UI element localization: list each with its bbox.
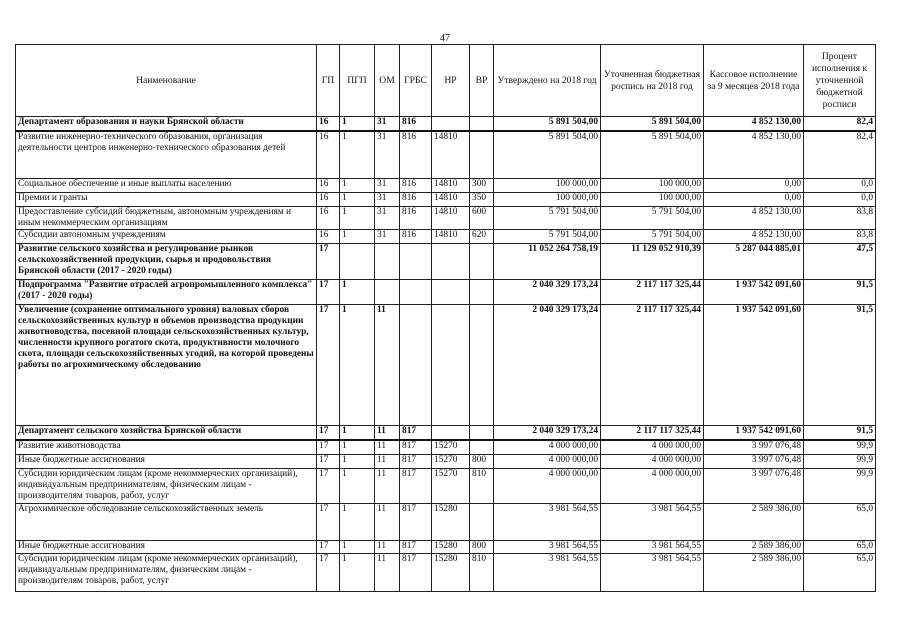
table-row — [16, 541, 876, 554]
cell-cash: 0,00 — [704, 179, 804, 193]
cell-grbs: 816 — [400, 230, 432, 244]
cell-om: 11 — [375, 541, 400, 554]
cell-cash: 1 937 542 091,60 — [704, 305, 804, 426]
cell-name: Департамент сельского хозяйства Брянской области — [16, 426, 317, 441]
cell-nr: 15270 — [432, 455, 470, 469]
cell-om: 31 — [375, 193, 400, 207]
cell-gp: 16 — [317, 117, 340, 132]
cell-vr: 800 — [470, 455, 494, 469]
cell-name: Субсидии юридическим лицам (кроме некоммерческих организаций), индивидуальным предпринимателям, физическим лицам - производителям товаров, работ, услуг — [16, 469, 317, 504]
cell-pgp: 1 — [340, 131, 375, 179]
cell-nr — [432, 426, 470, 441]
cell-vr — [470, 440, 494, 455]
cell-gp: 17 — [317, 244, 340, 280]
cell-refined: 5 891 504,00 — [601, 117, 704, 132]
cell-percent: 91,5 — [804, 305, 876, 426]
cell-name: Агрохимическое обследование сельскохозяйственных земель — [16, 504, 317, 541]
cell-pgp: 1 — [340, 117, 375, 132]
cell-vr: 810 — [470, 554, 494, 592]
cell-cash: 4 852 130,00 — [704, 131, 804, 179]
table-row — [16, 244, 876, 280]
col-header-pgp: ПГП — [340, 45, 375, 117]
cell-cash: 2 589 386,00 — [704, 554, 804, 592]
cell-nr: 15280 — [432, 554, 470, 592]
cell-approved: 4 000 000,00 — [494, 440, 601, 455]
cell-name: Увеличение (сохранение оптимального уровня) валовых сборов сельскохозяйственных культур и объемов производства продукции животноводства, посевной площади сельскохозяйственных культур, численности крупного рогатого скота, продуктивности молочного скота, площади сельскохозяйственных угодий, на которой проведены работы по агрохимическому обследованию — [16, 305, 317, 426]
table-row — [16, 280, 876, 305]
cell-pgp: 1 — [340, 541, 375, 554]
col-header-om: ОМ — [375, 45, 400, 117]
cell-name: Предоставление субсидий бюджетным, автономным учреждениям и иным некоммерческим организациям — [16, 207, 317, 230]
cell-grbs: 816 — [400, 179, 432, 193]
cell-approved: 4 000 000,00 — [494, 469, 601, 504]
cell-grbs: 816 — [400, 117, 432, 132]
cell-refined: 3 981 564,55 — [601, 554, 704, 592]
col-header-vr: ВР — [470, 45, 494, 117]
cell-name: Иные бюджетные ассигнования — [16, 541, 317, 554]
cell-approved: 5 891 504,00 — [494, 131, 601, 179]
cell-om: 11 — [375, 469, 400, 504]
cell-nr: 14810 — [432, 230, 470, 244]
cell-percent: 0,0 — [804, 193, 876, 207]
table-row — [16, 305, 876, 426]
col-header-grbs: ГРБС — [400, 45, 432, 117]
cell-pgp: 1 — [340, 179, 375, 193]
cell-gp: 17 — [317, 504, 340, 541]
cell-cash: 1 937 542 091,60 — [704, 280, 804, 305]
cell-refined: 5 791 504,00 — [601, 230, 704, 244]
cell-name: Подпрограмма "Развитие отраслей агропромышленного комплекса" (2017 - 2020 годы) — [16, 280, 317, 305]
cell-approved: 2 040 329 173,24 — [494, 426, 601, 441]
cell-approved: 2 040 329 173,24 — [494, 305, 601, 426]
cell-vr: 620 — [470, 230, 494, 244]
cell-cash: 3 997 076,48 — [704, 455, 804, 469]
cell-percent: 65,0 — [804, 541, 876, 554]
cell-grbs: 816 — [400, 193, 432, 207]
cell-om: 11 — [375, 440, 400, 455]
cell-name: Развитие животноводства — [16, 440, 317, 455]
cell-nr — [432, 305, 470, 426]
cell-vr: 810 — [470, 469, 494, 504]
cell-vr: 350 — [470, 193, 494, 207]
cell-om: 31 — [375, 117, 400, 132]
cell-pgp: 1 — [340, 230, 375, 244]
col-header-refined: Уточненная бюджетная роспись на 2018 год — [601, 45, 704, 117]
cell-name: Департамент образования и науки Брянской области — [16, 117, 317, 132]
table-row — [16, 207, 876, 230]
cell-refined: 3 981 564,55 — [601, 504, 704, 541]
cell-nr: 15270 — [432, 440, 470, 455]
cell-om: 11 — [375, 504, 400, 541]
cell-om: 11 — [375, 554, 400, 592]
cell-om: 31 — [375, 230, 400, 244]
cell-approved: 5 791 504,00 — [494, 207, 601, 230]
cell-approved: 5 791 504,00 — [494, 230, 601, 244]
cell-om: 11 — [375, 426, 400, 441]
cell-vr: 800 — [470, 541, 494, 554]
cell-cash: 2 589 386,00 — [704, 541, 804, 554]
page-number: 47 — [440, 33, 450, 44]
cell-refined: 100 000,00 — [601, 193, 704, 207]
cell-refined: 100 000,00 — [601, 179, 704, 193]
cell-name: Иные бюджетные ассигнования — [16, 455, 317, 469]
table-row — [16, 455, 876, 469]
cell-gp: 16 — [317, 131, 340, 179]
col-header-name: Наименование — [16, 45, 317, 117]
col-header-approved: Утверждено на 2018 год — [494, 45, 601, 117]
table-row — [16, 504, 876, 541]
cell-gp: 17 — [317, 455, 340, 469]
cell-pgp: 1 — [340, 554, 375, 592]
cell-approved: 4 000 000,00 — [494, 455, 601, 469]
cell-name: Социальное обеспечение и иные выплаты населению — [16, 179, 317, 193]
cell-gp: 17 — [317, 554, 340, 592]
cell-om — [375, 280, 400, 305]
cell-om: 11 — [375, 305, 400, 426]
cell-pgp: 1 — [340, 455, 375, 469]
cell-cash: 1 937 542 091,60 — [704, 426, 804, 441]
cell-grbs: 817 — [400, 440, 432, 455]
cell-grbs: 817 — [400, 426, 432, 441]
cell-gp: 16 — [317, 230, 340, 244]
cell-percent: 82,4 — [804, 131, 876, 179]
cell-grbs — [400, 305, 432, 426]
cell-refined: 4 000 000,00 — [601, 440, 704, 455]
cell-pgp: 1 — [340, 207, 375, 230]
cell-refined: 4 000 000,00 — [601, 469, 704, 504]
cell-cash: 4 852 130,00 — [704, 230, 804, 244]
cell-pgp: 1 — [340, 280, 375, 305]
cell-name: Премии и гранты — [16, 193, 317, 207]
table-row — [16, 469, 876, 504]
cell-cash: 3 997 076,48 — [704, 440, 804, 455]
cell-cash: 2 589 386,00 — [704, 504, 804, 541]
cell-percent: 91,5 — [804, 280, 876, 305]
cell-refined: 2 117 117 325,44 — [601, 305, 704, 426]
cell-vr — [470, 117, 494, 132]
cell-pgp: 1 — [340, 504, 375, 541]
cell-name: Субсидии юридическим лицам (кроме некоммерческих организаций), индивидуальным предпринимателям, физическим лицам - производителям товаров, работ, услуг — [16, 554, 317, 592]
cell-nr: 14810 — [432, 193, 470, 207]
cell-percent: 83,8 — [804, 230, 876, 244]
cell-vr — [470, 280, 494, 305]
cell-approved: 3 981 564,55 — [494, 504, 601, 541]
cell-refined: 5 891 504,00 — [601, 131, 704, 179]
table-row — [16, 554, 876, 592]
cell-approved: 3 981 564,55 — [494, 554, 601, 592]
cell-gp: 16 — [317, 193, 340, 207]
cell-grbs: 817 — [400, 504, 432, 541]
cell-om: 31 — [375, 131, 400, 179]
cell-name: Развитие инженерно-технического образования, организация деятельности центров инженерно-технического образования детей — [16, 131, 317, 179]
cell-gp: 17 — [317, 280, 340, 305]
cell-percent: 47,5 — [804, 244, 876, 280]
cell-gp: 16 — [317, 207, 340, 230]
cell-pgp: 1 — [340, 426, 375, 441]
cell-grbs — [400, 280, 432, 305]
cell-percent: 91,5 — [804, 426, 876, 441]
cell-grbs: 817 — [400, 455, 432, 469]
cell-pgp: 1 — [340, 193, 375, 207]
cell-om — [375, 244, 400, 280]
cell-approved: 100 000,00 — [494, 179, 601, 193]
cell-approved: 2 040 329 173,24 — [494, 280, 601, 305]
cell-refined: 2 117 117 325,44 — [601, 426, 704, 441]
cell-percent: 99,9 — [804, 469, 876, 504]
col-header-nr: НР — [432, 45, 470, 117]
cell-om: 31 — [375, 179, 400, 193]
cell-percent: 65,0 — [804, 504, 876, 541]
cell-refined: 2 117 117 325,44 — [601, 280, 704, 305]
cell-refined: 4 000 000,00 — [601, 455, 704, 469]
table-row — [16, 440, 876, 455]
cell-percent: 99,9 — [804, 455, 876, 469]
cell-nr — [432, 117, 470, 132]
cell-vr — [470, 244, 494, 280]
cell-gp: 17 — [317, 426, 340, 441]
cell-grbs: 817 — [400, 469, 432, 504]
cell-approved: 100 000,00 — [494, 193, 601, 207]
cell-gp: 17 — [317, 541, 340, 554]
cell-refined: 3 981 564,55 — [601, 541, 704, 554]
col-header-percent: Процент исполнения к уточненной бюджетной росписи — [804, 45, 876, 117]
cell-grbs: 817 — [400, 554, 432, 592]
cell-grbs — [400, 244, 432, 280]
cell-cash: 0,00 — [704, 193, 804, 207]
cell-om: 11 — [375, 455, 400, 469]
cell-name: Субсидии автономным учреждениям — [16, 230, 317, 244]
cell-percent: 82,4 — [804, 117, 876, 132]
cell-gp: 16 — [317, 179, 340, 193]
cell-refined: 11 129 052 910,39 — [601, 244, 704, 280]
cell-nr: 14810 — [432, 179, 470, 193]
cell-gp: 17 — [317, 469, 340, 504]
table-row — [16, 193, 876, 207]
col-header-cash: Кассовое исполнение за 9 месяцев 2018 года — [704, 45, 804, 117]
cell-nr: 15280 — [432, 541, 470, 554]
cell-pgp: 1 — [340, 469, 375, 504]
cell-nr: 14810 — [432, 131, 470, 179]
cell-vr: 300 — [470, 179, 494, 193]
cell-cash: 4 852 130,00 — [704, 207, 804, 230]
cell-vr — [470, 305, 494, 426]
table-body — [16, 117, 876, 592]
cell-name: Развитие сельского хозяйства и регулирование рынков сельскохозяйственной продукции, сырья и продовольствия Брянской области (2017 - 2020 годы) — [16, 244, 317, 280]
table-row — [16, 230, 876, 244]
cell-gp: 17 — [317, 440, 340, 455]
budget-table — [15, 44, 876, 592]
cell-pgp — [340, 244, 375, 280]
col-header-gp: ГП — [317, 45, 340, 117]
cell-pgp: 1 — [340, 305, 375, 426]
cell-grbs: 816 — [400, 131, 432, 179]
cell-refined: 5 791 504,00 — [601, 207, 704, 230]
header-row — [16, 45, 876, 117]
cell-approved: 3 981 564,55 — [494, 541, 601, 554]
cell-approved: 11 052 264 758,19 — [494, 244, 601, 280]
cell-vr — [470, 504, 494, 541]
cell-gp: 17 — [317, 305, 340, 426]
cell-nr — [432, 280, 470, 305]
cell-nr: 15280 — [432, 504, 470, 541]
cell-cash: 3 997 076,48 — [704, 469, 804, 504]
cell-percent: 83,8 — [804, 207, 876, 230]
cell-nr: 15270 — [432, 469, 470, 504]
cell-pgp: 1 — [340, 440, 375, 455]
table-row — [16, 131, 876, 179]
cell-cash: 4 852 130,00 — [704, 117, 804, 132]
cell-vr — [470, 426, 494, 441]
cell-grbs: 817 — [400, 541, 432, 554]
cell-percent: 0,0 — [804, 179, 876, 193]
table-row — [16, 117, 876, 132]
cell-cash: 5 287 044 885,01 — [704, 244, 804, 280]
cell-nr — [432, 244, 470, 280]
cell-nr: 14810 — [432, 207, 470, 230]
cell-approved: 5 891 504,00 — [494, 117, 601, 132]
cell-vr — [470, 131, 494, 179]
cell-percent: 65,0 — [804, 554, 876, 592]
cell-percent: 99,9 — [804, 440, 876, 455]
cell-grbs: 816 — [400, 207, 432, 230]
cell-vr: 600 — [470, 207, 494, 230]
table-row — [16, 426, 876, 441]
cell-om: 31 — [375, 207, 400, 230]
table-row — [16, 179, 876, 193]
